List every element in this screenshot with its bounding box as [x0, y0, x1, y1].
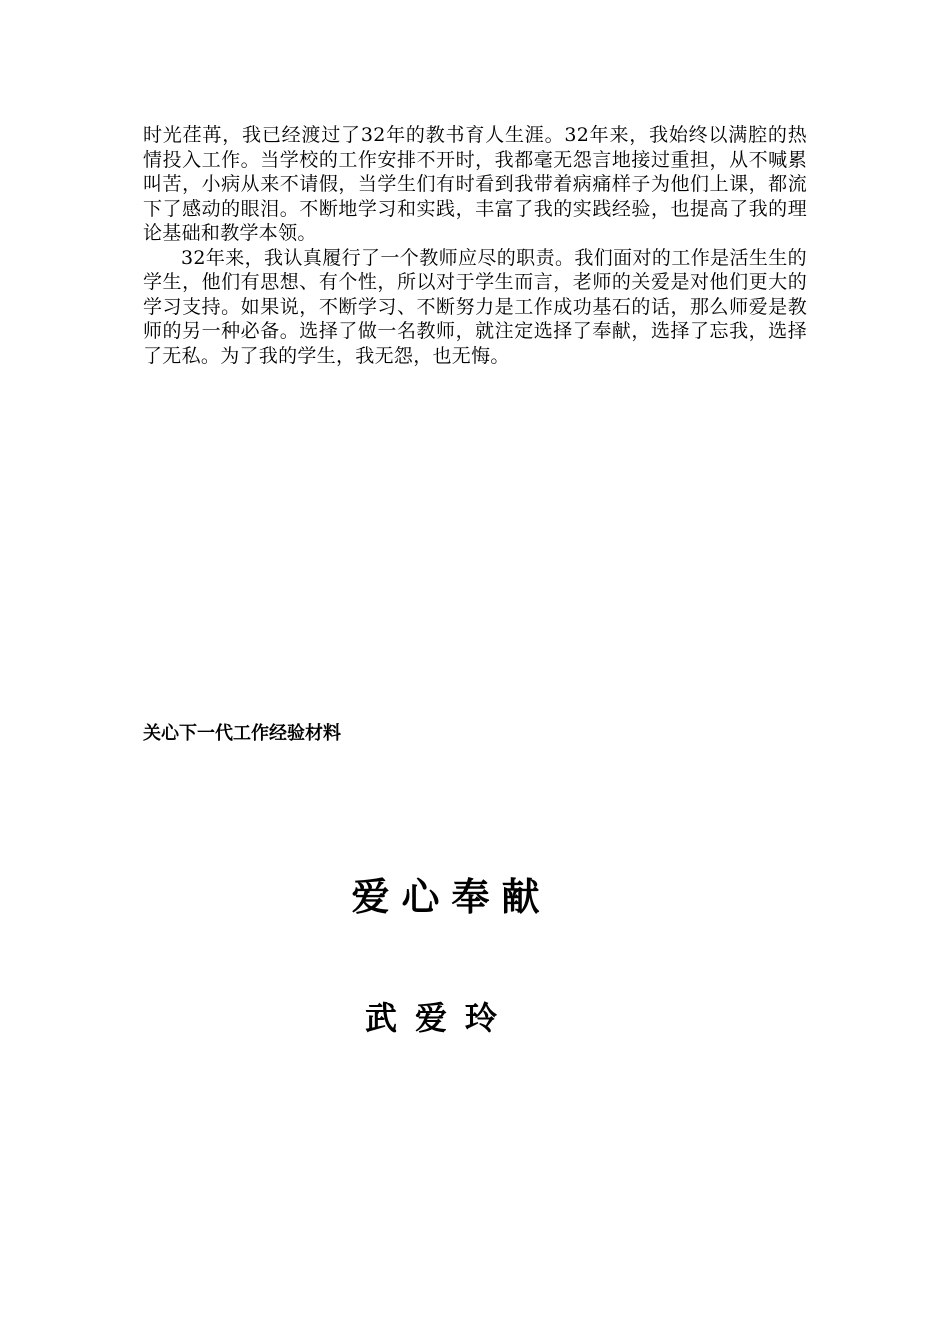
- document-heading: 关心下一代工作经验材料: [143, 723, 341, 744]
- body-text: [143, 123, 807, 368]
- document-author: 武爱玲: [364, 999, 515, 1037]
- paragraph-2: 32年来，我认真履行了一个教师应尽的职责。我们面对的工作是活生生的学生，他们有思想、有个性，所以对于学生而言，老师的关爱是对他们更大的学习支持。如果说，不断学习、不断努力是工作成功基石的话，那么师爱是教师的另一种必备。选择了做一名教师，就注定选择了奉献，选择了忘我，选择了无私。为了我的学生，我无怨，也无悔。: [143, 246, 807, 367]
- document-title: 爱心奉献: [351, 875, 552, 919]
- paragraph-1: 时光荏苒，我已经渡过了32年的教书育人生涯。32年来，我始终以满腔的热情投入工作。当学校的工作安排不开时，我都毫无怨言地接过重担，从不喊累叫苦，小病从来不请假，当学生们有时看到我带着病痛样子为他们上课，都流下了感动的眼泪。不断地学习和实践，丰富了我的实践经验，也提高了我的理论基础和教学本领。: [143, 124, 807, 244]
